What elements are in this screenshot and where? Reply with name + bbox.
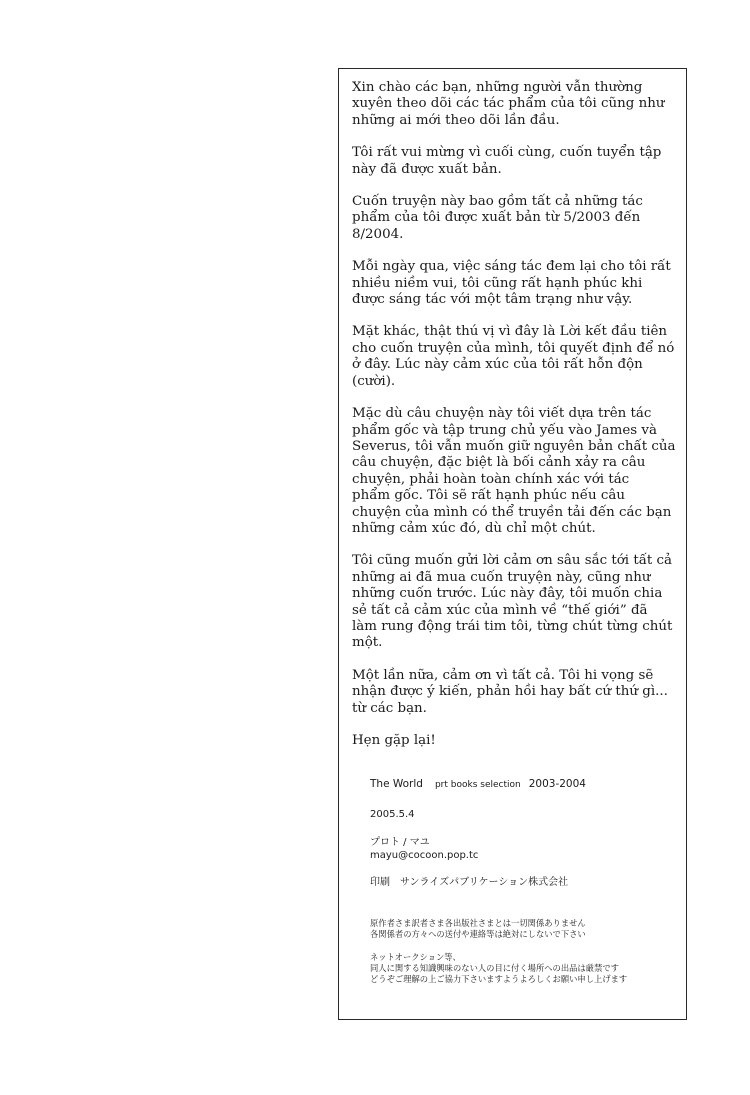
- disclaimer-notice: [370, 918, 680, 940]
- letter-paragraph-8: Một lần nữa, cảm ơn vì tất cả. Tôi hi vọng sẽ nhận được ý kiến, phản hồi hay bất cứ thứ gì... từ các bạn.: [352, 667, 668, 716]
- printer-info: 印刷 サンライズパブリケーション株式会社: [370, 877, 569, 888]
- book-subtitle: prt books selection: [434, 780, 521, 790]
- publication-date: 2005.5.4: [370, 809, 415, 820]
- resale-line-1: ネットオークション等、: [370, 952, 461, 962]
- disclaimer-line-1: 原作者さま訳者さま各出版社さまとは一切関係ありません: [370, 918, 586, 928]
- letter-paragraph-2: Tôi rất vui mừng vì cuối cùng, cuốn tuyển tập này đã được xuất bản.: [352, 145, 662, 177]
- author-name: プロト / マユ: [370, 837, 430, 848]
- letter-closing: Hẹn gặp lại!: [352, 733, 436, 748]
- colophon-title-row: [370, 778, 680, 792]
- letter-paragraph-6: Mặc dù câu chuyện này tôi viết dựa trên tác phẩm gốc và tập trung chủ yếu vào James và Severus, tôi vẫn muốn giữ nguyên bản chất của câu chuyện, đặc biệt là bối cảnh xảy ra câu chuyện, phải hoàn toàn chính xác với tác phẩm gốc. Tôi sẽ rất hạnh phúc nếu câu chuyện của mình có thể truyền tải đến các bạn những cảm xúc đó, dù chỉ một chút.: [352, 406, 676, 536]
- letter-paragraph-3: Cuốn truyện này bao gồm tất cả những tác phẩm của tôi được xuất bản từ 5/2003 đến 8/2004.: [352, 194, 643, 242]
- letter-paragraph-4: Mỗi ngày qua, việc sáng tác đem lại cho tôi rất nhiều niềm vui, tôi cũng rất hạnh phúc khi được sáng tác với một tâm trạng như vậy.: [352, 259, 671, 308]
- letter-paragraph-5: Mặt khác, thật thú vị vì đây là Lời kết đầu tiên cho cuốn truyện của mình, tôi quyết định để nó ở đây. Lúc này cảm xúc của tôi rất hỗn độn (cười).: [352, 324, 675, 389]
- resale-notice: [370, 952, 680, 985]
- resale-line-2: 同人に関する知識興味のない人の目に付く場所への出品は厳禁です: [370, 963, 619, 973]
- letter-paragraph-7: Tôi cũng muốn gửi lời cảm ơn sâu sắc tới tất cả những ai đã mua cuốn truyện này, cũng như những cuốn trước. Lúc này đây, tôi muốn chia sẻ tất cả cảm xúc của mình về “thế giới” đã làm rung động trái tim tôi, từng chút từng chút một.: [352, 553, 673, 651]
- afterword-letter: [352, 80, 684, 765]
- resale-line-3: どうぞご理解の上ご協力下さいますようよろしくお願い申し上げます: [370, 974, 628, 984]
- colophon: [370, 778, 680, 985]
- letter-paragraph-1: Xin chào các bạn, những người vẫn thường xuyên theo dõi các tác phẩm của tôi cũng như những ai mới theo dõi lần đầu.: [352, 80, 665, 128]
- disclaimer-line-2: 各関係者の方々への送付や連絡等は絶対にしないで下さい: [370, 929, 586, 939]
- book-years: 2003-2004: [528, 778, 586, 790]
- author-email: mayu@cocoon.pop.tc: [370, 850, 479, 861]
- book-title: The World: [370, 778, 423, 790]
